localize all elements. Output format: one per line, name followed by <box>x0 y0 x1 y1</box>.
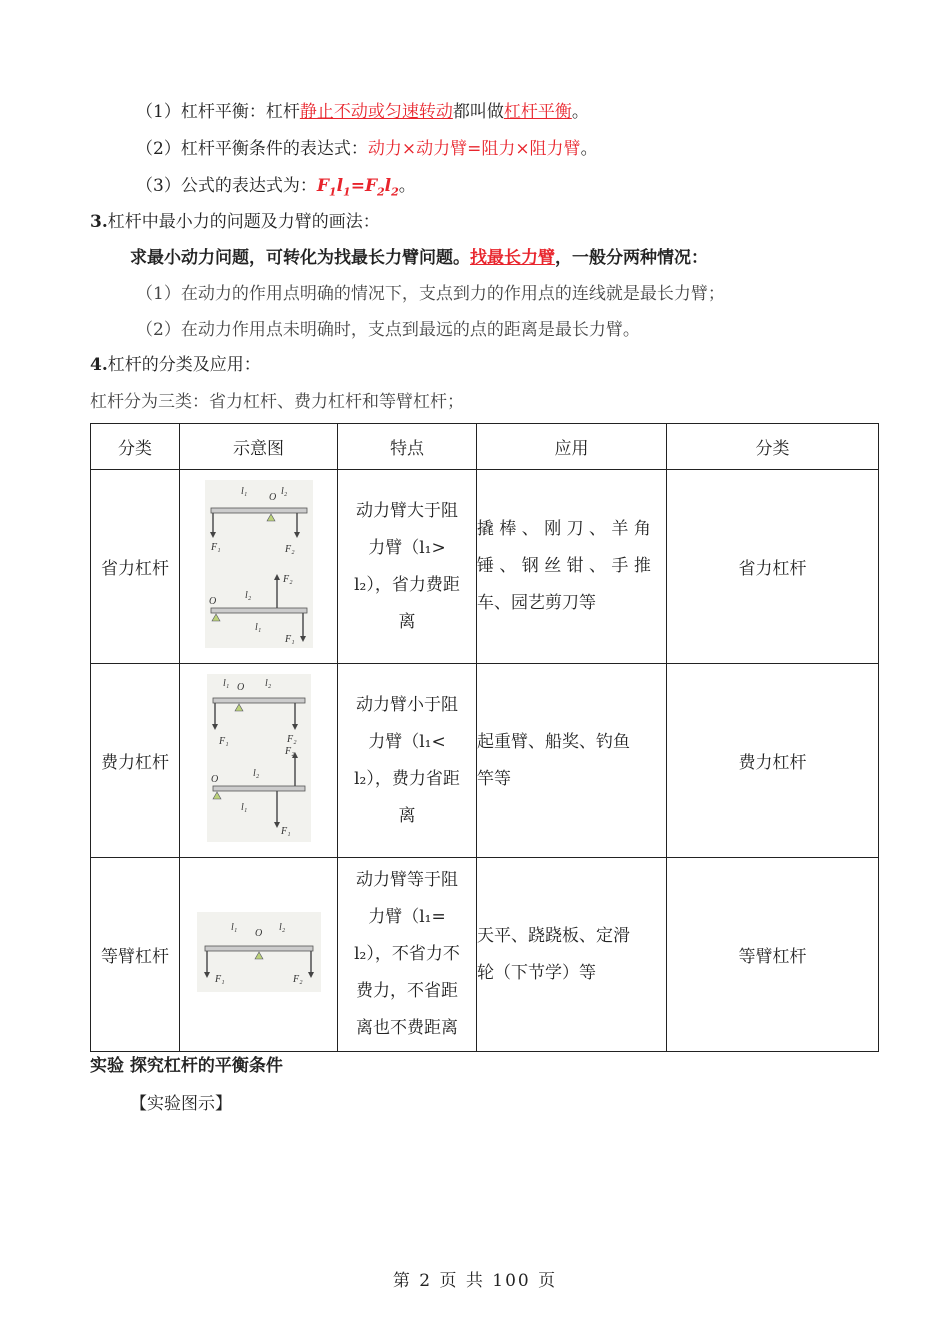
balance-def-suffix: 。 <box>571 102 589 122</box>
feature-line: 离也不费距离 <box>356 1018 458 1038</box>
balance-definition <box>136 100 589 124</box>
svg-text:O: O <box>208 596 216 607</box>
row-type: 省力杠杆 <box>91 470 180 664</box>
feature-line: 力臂（l₁> <box>368 537 446 558</box>
balance-cond-prefix: （2）杠杆平衡条件的表达式： <box>136 139 368 159</box>
row-feature <box>338 470 477 664</box>
experiment-title: 实验 探究杠杆的平衡条件 <box>90 1056 283 1076</box>
equal-arm-lever-diagram <box>197 912 321 992</box>
svg-text:l₂: l₂ <box>244 590 251 601</box>
svg-text:F₂: F₂ <box>282 574 293 585</box>
section-4-number: 4. <box>90 355 108 375</box>
table-row <box>91 858 879 1052</box>
header-diagram: 示意图 <box>180 424 338 470</box>
row-application <box>477 664 667 858</box>
svg-text:l₂: l₂ <box>264 678 271 689</box>
row-type-2: 费力杠杆 <box>667 664 879 858</box>
application-line: 撬 棒 、 刚 刀 、 羊 角 <box>477 519 651 539</box>
lever-classification-table <box>90 423 879 1052</box>
feature-line: l₂），费力省距 <box>354 768 460 789</box>
svg-text:l₂: l₂ <box>252 768 259 779</box>
formula-line <box>136 174 416 204</box>
balance-def-emphasis-2: 杠杆平衡 <box>503 102 572 122</box>
header-feature: 特点 <box>338 424 477 470</box>
feature-line: 力臂（l₁= <box>368 907 446 927</box>
force-saving-lever-diagram <box>205 480 313 648</box>
experiment-figure-label: 【实验图示】 <box>130 1094 232 1114</box>
feature-line: l₂），不省力不 <box>354 944 460 964</box>
row-feature <box>338 858 477 1052</box>
application-line: 竿等 <box>477 768 511 789</box>
row-diagram <box>180 470 338 664</box>
application-line: 轮（下节学）等 <box>477 962 596 983</box>
svg-text:l₂: l₂ <box>278 922 285 933</box>
header-application: 应用 <box>477 424 667 470</box>
page-footer: 第 2 页 共 100 页 <box>392 1271 558 1291</box>
svg-text:F₁: F₁ <box>284 634 295 645</box>
row-type: 等臂杠杆 <box>91 858 180 1052</box>
svg-text:F₂: F₂ <box>284 746 295 757</box>
header-category: 分类 <box>91 424 180 470</box>
svg-text:l₁: l₁ <box>240 486 247 497</box>
svg-text:l₂: l₂ <box>280 486 287 497</box>
table-header-row <box>91 424 879 470</box>
application-line: 车、园艺剪刀等 <box>477 593 596 613</box>
svg-text:F₁: F₁ <box>218 736 229 747</box>
application-line: 起重臂、船奖、钓鱼 <box>477 731 630 752</box>
section-4-intro: 杠杆分为三类：省力杠杆、费力杠杆和等臂杠杆； <box>90 392 464 412</box>
section-3-case-2: （2）在动力作用点未明确时，支点到最远的点的距离是最长力臂。 <box>136 320 640 340</box>
section-3-title: 杠杆中最小力的问题及力臂的画法： <box>107 212 380 232</box>
balance-cond-emphasis: 动力×动力臂=阻力×阻力臂 <box>367 139 581 159</box>
svg-text:F₁: F₁ <box>214 974 225 985</box>
svg-text:F₂: F₂ <box>292 974 303 985</box>
row-type-2: 省力杠杆 <box>667 470 879 664</box>
section-3-lead <box>130 246 708 270</box>
feature-line: 动力臂大于阻 <box>356 500 458 521</box>
feature-line: 动力臂小于阻 <box>356 694 458 715</box>
balance-def-mid: 都叫做 <box>452 102 504 122</box>
balance-cond-suffix: 。 <box>580 139 598 159</box>
balance-def-emphasis-1: 静止不动或匀速转动 <box>299 102 453 122</box>
svg-text:l₁: l₁ <box>254 622 261 633</box>
formula-suffix: 。 <box>398 176 416 196</box>
table-row <box>91 664 879 858</box>
section-3-number: 3. <box>90 212 108 232</box>
svg-text:O: O <box>268 492 276 503</box>
section-3-heading <box>90 210 380 234</box>
svg-text:F₂: F₂ <box>284 544 295 555</box>
feature-line: l₂），省力费距 <box>354 574 460 595</box>
force-costing-lever-diagram <box>207 674 311 842</box>
balance-def-prefix: （1）杠杆平衡：杠杆 <box>136 102 300 122</box>
section-4-heading <box>90 353 261 377</box>
feature-line: 离 <box>398 611 416 632</box>
svg-text:O: O <box>210 774 218 785</box>
section-3-case-1: （1）在动力的作用点明确的情况下，支点到力的作用点的连线就是最长力臂； <box>136 284 725 304</box>
row-type-2: 等臂杠杆 <box>667 858 879 1052</box>
row-application <box>477 470 667 664</box>
table-row <box>91 470 879 664</box>
svg-text:F₂: F₂ <box>286 734 297 745</box>
svg-text:l₁: l₁ <box>222 678 229 689</box>
svg-text:O: O <box>236 682 244 693</box>
section-4-title: 杠杆的分类及应用： <box>107 355 261 375</box>
balance-condition <box>136 137 598 161</box>
header-category-2: 分类 <box>667 424 879 470</box>
row-diagram <box>180 858 338 1052</box>
row-diagram <box>180 664 338 858</box>
feature-line: 动力臂等于阻 <box>356 870 458 890</box>
row-type: 费力杠杆 <box>91 664 180 858</box>
formula-prefix: （3）公式的表达式为： <box>136 176 317 196</box>
feature-line: 费力，不省距 <box>356 981 458 1001</box>
lead-emphasis: 找最长力臂 <box>470 248 555 268</box>
lead-prefix: 求最小动力问题，可转化为找最长力臂问题。 <box>130 248 470 268</box>
row-feature <box>338 664 477 858</box>
svg-text:l₁: l₁ <box>230 922 237 933</box>
svg-text:F₁: F₁ <box>210 542 221 553</box>
feature-line: 离 <box>398 805 416 826</box>
svg-text:l₁: l₁ <box>240 802 247 813</box>
lead-suffix: ，一般分两种情况： <box>555 248 708 268</box>
application-line: 天平、跷跷板、定滑 <box>477 925 630 946</box>
application-line: 锤 、 钢 丝 钳 、 手 推 <box>477 556 651 576</box>
svg-text:F₁: F₁ <box>280 826 291 837</box>
formula: $F_1l_1=F_2l_2$ <box>316 176 399 199</box>
feature-line: 力臂（l₁< <box>368 731 446 752</box>
row-application <box>477 858 667 1052</box>
svg-text:O: O <box>254 928 262 939</box>
